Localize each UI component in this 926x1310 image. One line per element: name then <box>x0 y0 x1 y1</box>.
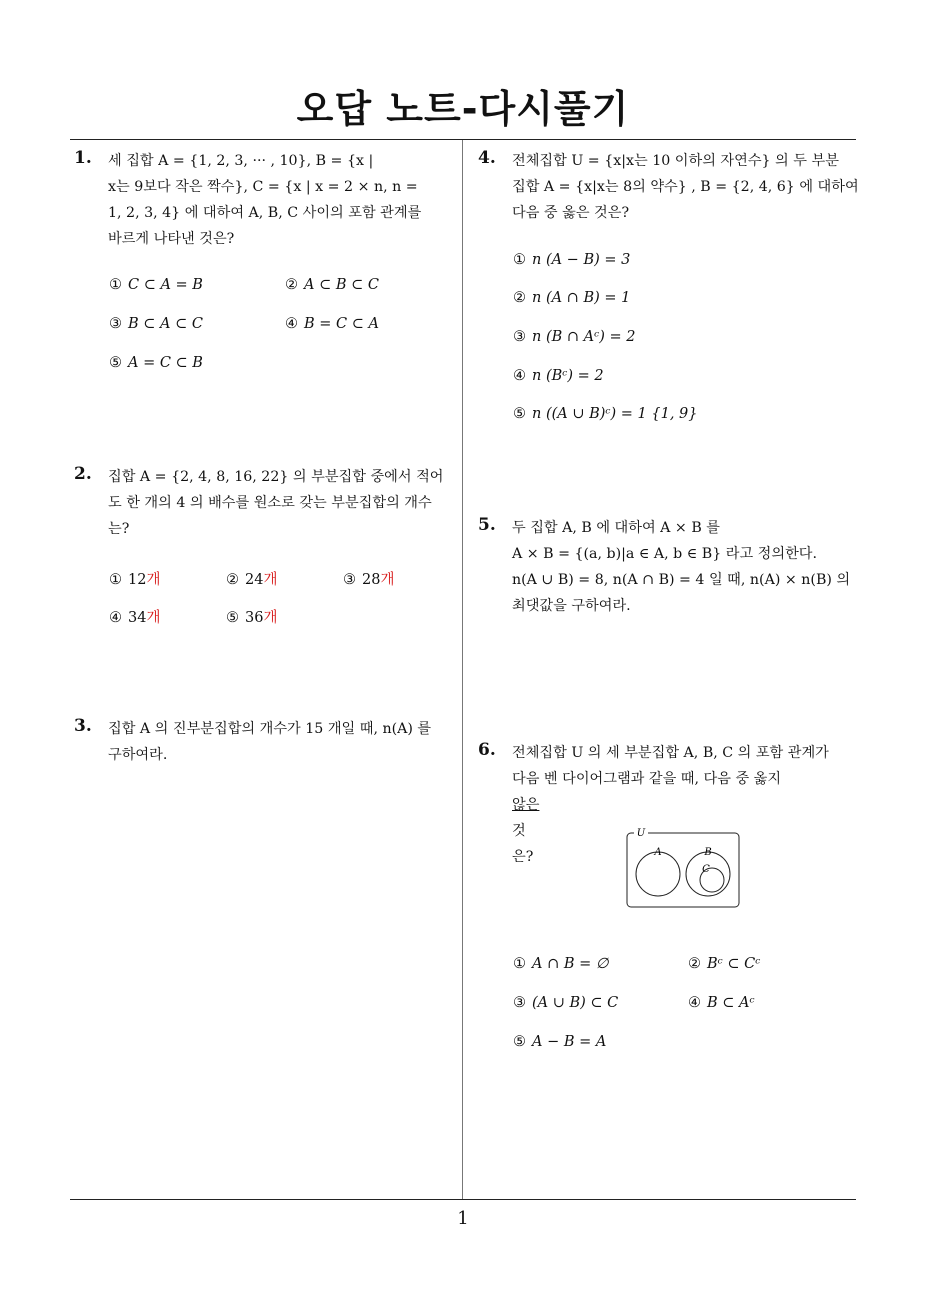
problem-text <box>512 515 862 619</box>
label-c: C <box>702 864 710 875</box>
text-line: 세 집합 A = {1, 2, 3, ··· , 10}, B = {x | <box>108 153 374 169</box>
text-line: x는 9보다 작은 짝수}, C = {x | x = 2 × n, n = <box>108 179 418 195</box>
text-line: 집합 A = {x|x는 8의 약수} , B = {2, 4, 6} 에 대하여 <box>512 179 859 195</box>
text-line: 바르게 나타낸 것은? <box>108 231 235 247</box>
label-b: B <box>704 847 712 858</box>
problem-number: 3. <box>74 716 92 736</box>
venn-diagram <box>622 826 744 912</box>
choice-5[interactable]: ⑤ n ((A ∪ B)ᶜ) = 1 {1, 9} <box>513 406 698 422</box>
problem-number: 4. <box>478 148 496 168</box>
choice-3[interactable]: ③ (A ∪ B) ⊂ C <box>513 995 619 1011</box>
text-line: 다음 중 옳은 것은? <box>512 205 630 221</box>
choice-3[interactable]: ③ 28개 <box>343 572 395 588</box>
column-divider <box>462 140 463 1200</box>
label-a: A <box>654 847 662 858</box>
text-line: 두 집합 A, B 에 대하여 A × B 를 <box>512 520 720 536</box>
set-a-circle <box>636 852 680 896</box>
page-title: 오답 노트-다시풀기 <box>296 87 630 131</box>
choice-1[interactable]: ① A ∩ B = ∅ <box>513 956 609 972</box>
page-number: 1 <box>457 1208 469 1229</box>
choice-5[interactable]: ⑤ A − B = A <box>513 1034 607 1050</box>
choice-2[interactable]: ② n (A ∩ B) = 1 <box>513 290 631 306</box>
text-line: 집합 A 의 진부분집합의 개수가 15 개일 때, n(A) 를 <box>108 721 432 737</box>
problem-text <box>108 716 458 768</box>
text-line: A × B = {(a, b)|a ∈ A, b ∈ B} 라고 정의한다. <box>512 546 817 562</box>
choice-3[interactable]: ③ n (B ∩ Aᶜ) = 2 <box>513 329 636 345</box>
top-rule <box>70 139 856 140</box>
choice-2[interactable]: ② A ⊂ B ⊂ C <box>285 277 379 293</box>
text-line: 전체집합 U 의 세 부분집합 A, B, C 의 포함 관계가 <box>512 745 829 761</box>
text-line: 1, 2, 3, 4} 에 대하여 A, B, C 사이의 포함 관계를 <box>108 205 422 221</box>
choice-4[interactable]: ④ B ⊂ Aᶜ <box>688 995 755 1011</box>
choice-1[interactable]: ① 12개 <box>109 572 161 588</box>
choice-1[interactable]: ① C ⊂ A = B <box>109 277 203 293</box>
problem-number: 2. <box>74 464 92 484</box>
text-line: 집합 A = {2, 4, 8, 16, 22} 의 부분집합 중에서 적어 <box>108 469 444 485</box>
text-line: 전체집합 U = {x|x는 10 이하의 자연수} 의 두 부분 <box>512 153 839 169</box>
problem-number: 5. <box>478 515 496 535</box>
problem-text <box>108 464 458 542</box>
underlined-word: 않은 <box>512 797 540 813</box>
text-line: 도 한 개의 4 의 배수를 원소로 갖는 부분집합의 개수 <box>108 495 432 511</box>
choice-3[interactable]: ③ B ⊂ A ⊂ C <box>109 316 203 332</box>
universal-set-box <box>627 833 739 907</box>
choice-1[interactable]: ① n (A − B) = 3 <box>513 252 631 268</box>
choice-4[interactable]: ④ B = C ⊂ A <box>285 316 379 332</box>
problem-text <box>108 148 458 252</box>
choice-5[interactable]: ⑤ A = C ⊂ B <box>109 355 203 371</box>
text-line: 다음 벤 다이어그램과 같을 때, 다음 중 옳지 않은 것 <box>512 766 862 844</box>
problem-number: 6. <box>478 740 496 760</box>
text-line: n(A ∪ B) = 8, n(A ∩ B) = 4 일 때, n(A) × n(B) 의 <box>512 572 851 588</box>
label-u: U <box>636 828 646 839</box>
choice-5[interactable]: ⑤ 36개 <box>226 610 278 626</box>
text-line: 는? <box>108 521 130 537</box>
choice-4[interactable]: ④ n (Bᶜ) = 2 <box>513 368 604 384</box>
choice-4[interactable]: ④ 34개 <box>109 610 161 626</box>
text-line: 구하여라. <box>108 747 168 763</box>
problem-number: 1. <box>74 148 92 168</box>
choice-2[interactable]: ② 24개 <box>226 572 278 588</box>
text-line: 은? <box>512 849 534 865</box>
choice-2[interactable]: ② Bᶜ ⊂ Cᶜ <box>688 956 761 972</box>
text-line: 최댓값을 구하여라. <box>512 598 631 614</box>
problem-text <box>512 148 862 226</box>
bottom-rule <box>70 1199 856 1200</box>
